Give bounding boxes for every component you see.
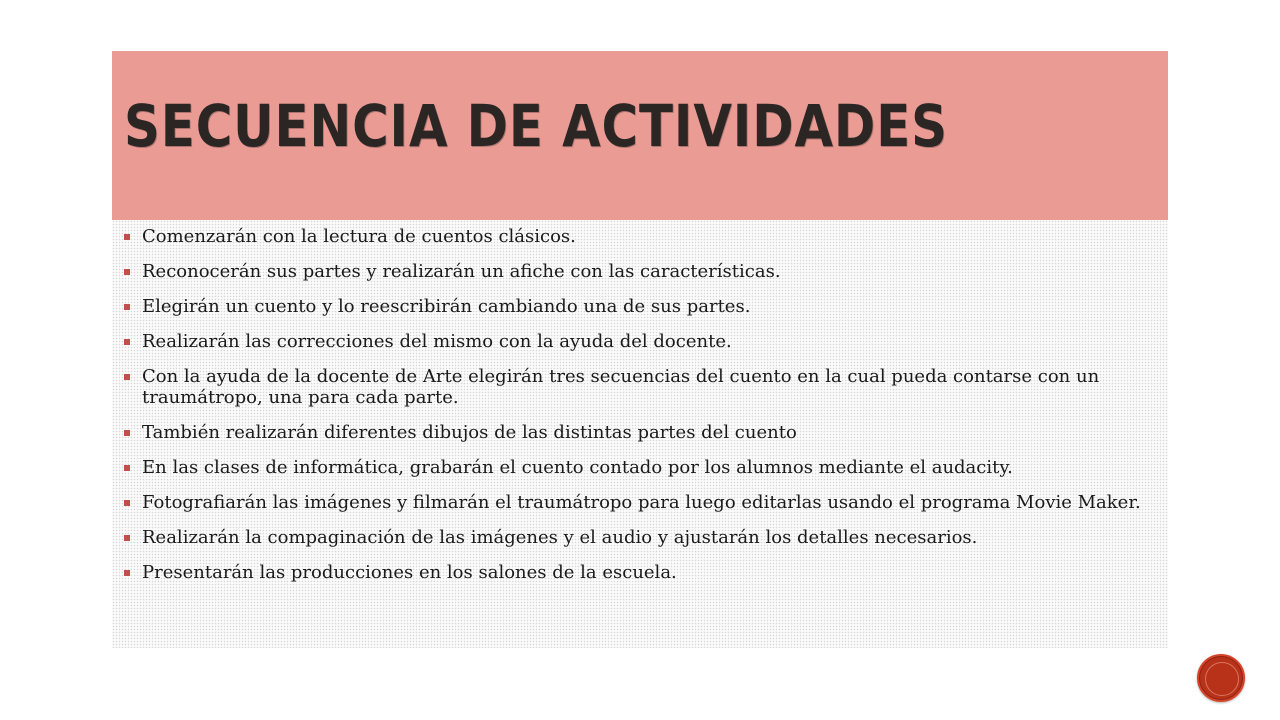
list-item — [112, 261, 1152, 282]
bullet-list — [112, 226, 1152, 597]
list-item — [112, 226, 1152, 247]
list-item — [112, 527, 1152, 548]
list-item — [112, 562, 1152, 583]
list-item — [112, 492, 1152, 513]
square-bullet-icon — [124, 339, 130, 345]
bullet-text: Realizarán las correcciones del mismo con la ayuda del docente. — [142, 331, 732, 352]
bullet-text: Reconocerán sus partes y realizarán un afiche con las características. — [142, 261, 781, 282]
bullet-text: Fotografiarán las imágenes y filmarán el traumátropo para luego editarlas usando el programa Movie Maker. — [142, 492, 1141, 513]
bullet-text: En las clases de informática, grabarán el cuento contado por los alumnos mediante el audacity. — [142, 457, 1013, 478]
square-bullet-icon — [124, 234, 130, 240]
slide-title: SECUENCIA DE ACTIVIDADES — [124, 92, 948, 160]
square-bullet-icon — [124, 430, 130, 436]
bullet-text: También realizarán diferentes dibujos de las distintas partes del cuento — [142, 422, 797, 443]
list-item — [112, 296, 1152, 317]
bullet-text: Elegirán un cuento y lo reescribirán cambiando una de sus partes. — [142, 296, 751, 317]
list-item — [112, 457, 1152, 478]
square-bullet-icon — [124, 304, 130, 310]
bullet-text: Comenzarán con la lectura de cuentos clásicos. — [142, 226, 576, 247]
title-band — [112, 51, 1168, 220]
square-bullet-icon — [124, 465, 130, 471]
list-item — [112, 331, 1152, 352]
square-bullet-icon — [124, 374, 130, 380]
bullet-text: Realizarán la compaginación de las imágenes y el audio y ajustarán los detalles necesarios. — [142, 527, 978, 548]
square-bullet-icon — [124, 570, 130, 576]
bullet-text: Presentarán las producciones en los salones de la escuela. — [142, 562, 677, 583]
bullet-text: Con la ayuda de la docente de Arte elegirán tres secuencias del cuento en la cual pueda contarse con un traumátropo, una para cada parte. — [142, 366, 1100, 408]
square-bullet-icon — [124, 500, 130, 506]
slide-nav-button[interactable] — [1197, 654, 1245, 702]
content-area — [112, 220, 1168, 648]
square-bullet-icon — [124, 535, 130, 541]
list-item — [112, 422, 1152, 443]
square-bullet-icon — [124, 269, 130, 275]
list-item — [112, 366, 1152, 408]
